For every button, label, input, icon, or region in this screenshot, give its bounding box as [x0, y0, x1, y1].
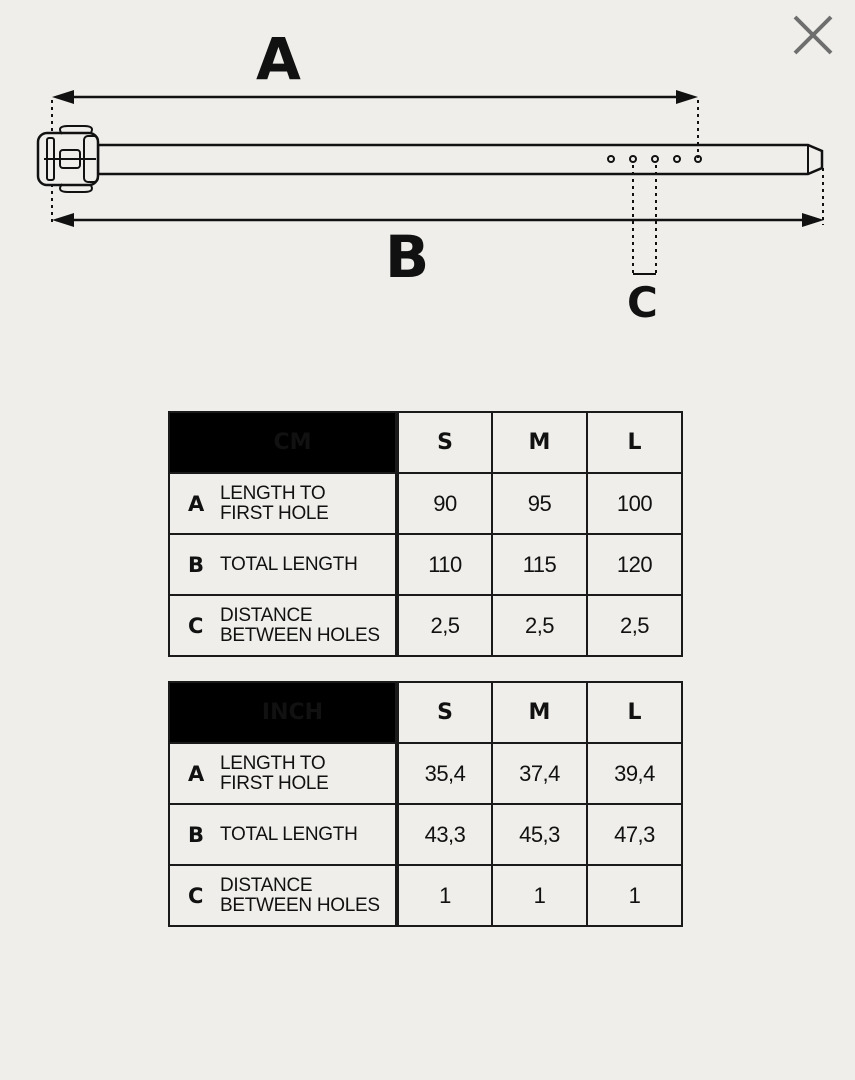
value-cell: 1	[397, 865, 492, 926]
row-label: DISTANCE BETWEEN HOLES	[220, 604, 380, 646]
value-cell: 39,4	[587, 743, 682, 804]
value-cell: 35,4	[397, 743, 492, 804]
row-label: LENGTH TO FIRST HOLE	[220, 482, 329, 524]
row-label: TOTAL LENGTH	[220, 823, 358, 845]
row-letter: C	[188, 613, 204, 638]
row-label-cell	[169, 804, 397, 865]
table-row	[169, 473, 682, 534]
value-cell: 2,5	[587, 595, 682, 656]
size-header-l: L	[587, 412, 682, 473]
dimension-a-line	[52, 90, 698, 225]
size-table-inch	[168, 681, 683, 927]
value-cell: 1	[492, 865, 587, 926]
value-cell: 2,5	[397, 595, 492, 656]
size-header-s: S	[397, 412, 492, 473]
label-a: A	[256, 25, 301, 93]
value-cell: 100	[587, 473, 682, 534]
belt-buckle	[38, 126, 98, 192]
size-header-m: M	[492, 412, 587, 473]
row-letter: A	[188, 761, 205, 786]
value-cell: 110	[397, 534, 492, 595]
unit-header: CM	[169, 412, 397, 473]
value-cell: 1	[587, 865, 682, 926]
row-letter: C	[188, 883, 204, 908]
row-label: LENGTH TO FIRST HOLE	[220, 752, 329, 794]
size-table-cm	[168, 411, 683, 657]
row-label-cell	[169, 595, 397, 656]
row-label-cell	[169, 865, 397, 926]
table-header-row	[169, 682, 682, 743]
row-letter: B	[188, 552, 205, 577]
table-row	[169, 865, 682, 926]
row-label: TOTAL LENGTH	[220, 553, 358, 575]
unit-header: INCH	[169, 682, 397, 743]
size-header-s: S	[397, 682, 492, 743]
row-label-cell	[169, 534, 397, 595]
value-cell: 47,3	[587, 804, 682, 865]
row-label-cell	[169, 743, 397, 804]
table-row	[169, 595, 682, 656]
value-cell: 43,3	[397, 804, 492, 865]
value-cell: 95	[492, 473, 587, 534]
table-row	[169, 534, 682, 595]
value-cell: 120	[587, 534, 682, 595]
size-header-l: L	[587, 682, 682, 743]
table-row	[169, 804, 682, 865]
row-label-cell	[169, 473, 397, 534]
row-label: DISTANCE BETWEEN HOLES	[220, 874, 380, 916]
value-cell: 115	[492, 534, 587, 595]
row-letter: B	[188, 822, 205, 847]
value-cell: 2,5	[492, 595, 587, 656]
table-header-row	[169, 412, 682, 473]
belt-diagram	[0, 0, 855, 340]
size-header-m: M	[492, 682, 587, 743]
table-row	[169, 743, 682, 804]
belt-holes	[608, 156, 701, 162]
row-letter: A	[188, 491, 205, 516]
value-cell: 45,3	[492, 804, 587, 865]
belt-strap	[98, 145, 822, 174]
label-c: C	[627, 278, 658, 327]
value-cell: 37,4	[492, 743, 587, 804]
dimension-b-line	[52, 168, 824, 227]
label-b: B	[385, 223, 430, 291]
value-cell: 90	[397, 473, 492, 534]
